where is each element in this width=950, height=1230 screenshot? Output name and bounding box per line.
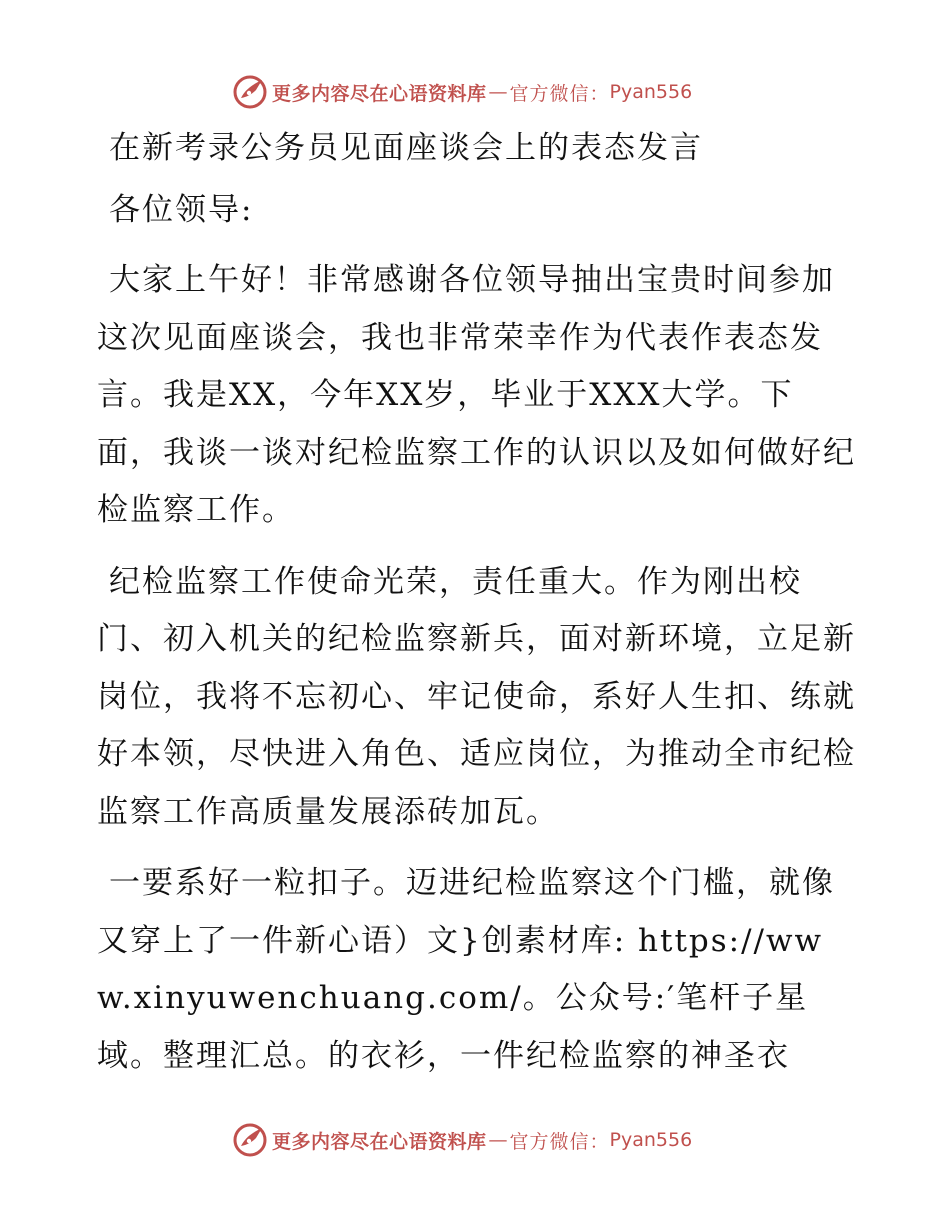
banner-text: 更多内容尽在心语资料库 [272, 82, 487, 105]
pen-nib-logo-icon [232, 1122, 268, 1158]
salutation: 各位领导: [109, 192, 254, 228]
pen-nib-logo-icon [232, 74, 268, 110]
paragraph: 纪检监察工作使命光荣，责任重大。作为刚出校门、初入机关的纪检监察新兵，面对新环境，立足新岗位，我将不忘初心、牢记使命，系好人生扣、练就好本领，尽快进入角色、适应岗位，为推动全市纪检监察工作高质量发展添砖加瓦。 [97, 563, 856, 830]
banner-text: 更多内容尽在心语资料库 [272, 1130, 487, 1153]
banner-account-id: Pyan556 [609, 81, 693, 103]
banner-separator: — [488, 1129, 508, 1151]
document-body [97, 124, 857, 1099]
banner-account-label: 官方微信： [509, 1130, 610, 1153]
banner-account-label: 官方微信： [509, 82, 610, 105]
paragraph: 一要系好一粒扣子。迈进纪检监察这个门槛，就像又穿上了一件新心语）文}创素材库: https://www.xinyuwenchuang.com/。公众号:′笔杆子星域。整理汇总。的衣衫，一件纪检监察的神圣衣 [97, 865, 835, 1074]
footer-banner [232, 1120, 692, 1160]
paragraph: 大家上午好！非常感谢各位领导抽出宝贵时间参加这次见面座谈会，我也非常荣幸作为代表作表态发言。我是XX，今年XX岁，毕业于XXX大学。下面，我谈一谈对纪检监察工作的认识以及如何做好纪检监察工作。 [97, 262, 856, 528]
banner-separator: — [488, 81, 508, 103]
document-title: 在新考录公务员见面座谈会上的表态发言 [109, 130, 703, 166]
header-banner [232, 72, 692, 112]
banner-account-id: Pyan556 [609, 1129, 693, 1151]
